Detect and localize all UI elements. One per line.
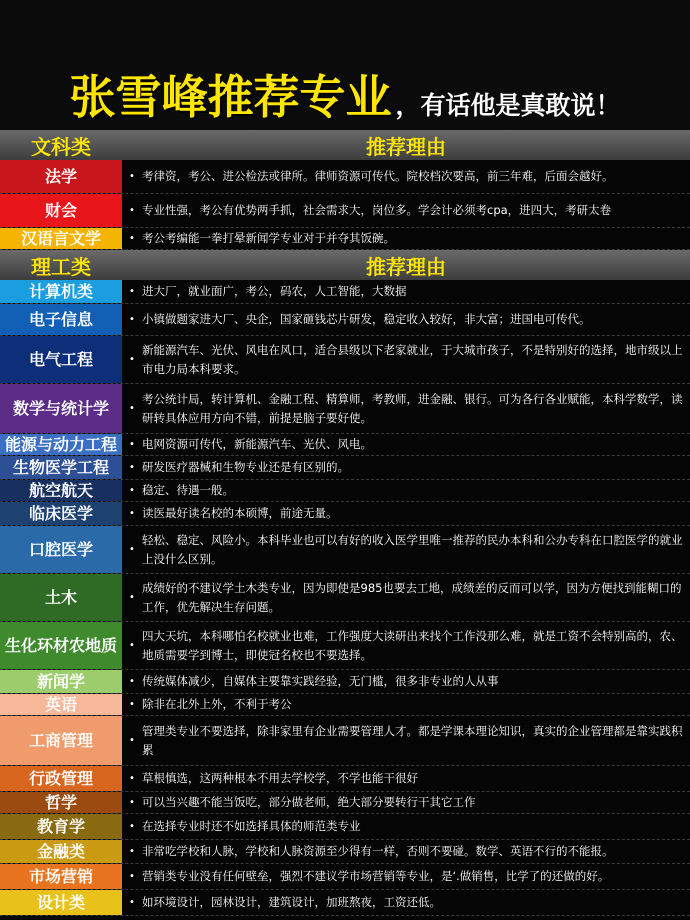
major-label: 计算机类 (0, 280, 122, 303)
major-reason: 考律资，考公、进公检法或律所。律师资源可传代。院校档次要高，前三年难，后面会越好。 (142, 169, 614, 184)
bullet-icon: • (129, 640, 135, 651)
page-title: 张雪峰推荐专业 (69, 70, 392, 124)
major-row (0, 716, 690, 766)
major-label: 汉语言文学 (0, 228, 122, 249)
major-row (0, 194, 690, 228)
bullet-icon: • (129, 773, 135, 784)
major-row (0, 694, 690, 716)
major-row (0, 840, 690, 864)
major-row (0, 864, 690, 890)
major-label: 能源与动力工程 (0, 434, 122, 455)
major-label: 生物医学工程 (0, 456, 122, 479)
major-label: 教育学 (0, 814, 122, 839)
bullet-icon: • (129, 286, 135, 297)
major-label: 土木 (0, 574, 122, 621)
major-row (0, 766, 690, 792)
bullet-icon: • (129, 797, 135, 808)
major-reason: 研发医疗器械和生物专业还是有区别的。 (142, 460, 349, 475)
major-label: 法学 (0, 160, 122, 193)
bullet-icon: • (129, 233, 135, 244)
major-reason: 可以当兴趣不能当饭吃，部分做老师，绝大部分要转行干其它工作 (142, 795, 476, 810)
bullet-icon: • (129, 462, 135, 473)
major-row (0, 304, 690, 336)
bullet-icon: • (129, 699, 135, 710)
major-row (0, 526, 690, 574)
bullet-icon: • (129, 354, 135, 365)
major-reason: 传统媒体减少，自媒体主要靠实践经验，无门槛，很多非专业的人从事 (142, 674, 499, 689)
major-row (0, 502, 690, 526)
major-reason: 考公统计局，转计算机、金融工程、精算师，考教师，进金融、银行。可为各行各业赋能，本科学数学，读研转具体应用方向不错，前提是脑子要好使。 (142, 391, 683, 425)
category-header: 文科类 (31, 134, 91, 159)
bullet-icon: • (129, 544, 135, 555)
major-label: 航空航天 (0, 480, 122, 501)
major-reason: 在选择专业时还不如选择具体的师范类专业 (142, 819, 361, 834)
major-reason: 成绩好的不建议学土木类专业，因为即使是985也要去工地，成绩差的反而可以学，因为方便找到能糊口的工作，优先解决生存问题。 (142, 580, 682, 614)
major-reason: 管理类专业不要选择，除非家里有企业需要管理人才。都是学课本理论知识，真实的企业管理都是靠实践积累 (142, 723, 683, 757)
major-label: 行政管理 (0, 766, 122, 791)
major-reason: 稳定、待遇一般。 (142, 483, 234, 498)
bullet-icon: • (129, 592, 135, 603)
bullet-icon: • (129, 871, 135, 882)
bullet-icon: • (129, 439, 135, 450)
title-bar (0, 0, 690, 130)
major-label: 市场营销 (0, 864, 122, 889)
bullet-icon: • (129, 314, 135, 325)
section-header (0, 130, 690, 160)
major-label: 电子信息 (0, 304, 122, 335)
major-label: 设计类 (0, 890, 122, 915)
major-row (0, 228, 690, 250)
major-row (0, 336, 690, 384)
major-reason: 四大天坑，本科哪怕名校就业也难，工作强度大读研出来找个工作没那么难，就是工资不会特别高的，农、地质需要学到博士，即使冠名校也不要选择。 (142, 628, 683, 662)
major-label: 口腔医学 (0, 526, 122, 573)
section-header (0, 250, 690, 280)
major-label: 财会 (0, 194, 122, 227)
bullet-icon: • (129, 897, 135, 908)
major-reason: 除非在北外上外，不利于考公 (142, 697, 292, 712)
page-subtitle: ，有话他是真敢说！ (395, 91, 621, 120)
bullet-icon: • (129, 676, 135, 687)
major-label: 新闻学 (0, 670, 122, 693)
bullet-icon: • (129, 205, 135, 216)
major-reason: 营销类专业没有任何壁垒，强烈不建议学市场营销等专业，是‘.做销售，比学了的还做的好。 (142, 869, 610, 884)
major-reason: 轻松、稳定、风险小。本科毕业也可以有好的收入医学里唯一推荐的民办本科和公办专科在口腔医学的就业上没什么区别。 (142, 532, 683, 566)
major-label: 英语 (0, 694, 122, 715)
major-reason: 考公考编能一拳打晕新闻学专业对于并夺其饭碗。 (142, 231, 395, 246)
major-reason: 非常吃学校和人脉，学校和人脉资源至少得有一样，否则不要碰。数学、英语不行的不能报。 (142, 844, 614, 859)
major-row (0, 456, 690, 480)
major-reason: 小镇做题家进大厂、央企，国家砸钱芯片研发，稳定收入较好，非大富；进国电可传代。 (142, 312, 591, 327)
reason-header: 推荐理由 (366, 254, 446, 279)
major-reason: 进大厂，就业面广，考公，码农，人工智能，大数据 (142, 284, 407, 299)
major-reason: 专业性强，考公有优势两手抓，社会需求大，岗位多。学会计必须考cpa，进四大，考研太卷 (142, 203, 612, 218)
major-reason: 草根慎选，这两种根本不用去学校学，不学也能干很好 (142, 771, 418, 786)
major-row (0, 480, 690, 502)
reason-header: 推荐理由 (366, 134, 446, 159)
category-header: 理工类 (31, 254, 91, 279)
bullet-icon: • (129, 735, 135, 746)
major-row (0, 814, 690, 840)
major-reason: 读医最好读名校的本硕博，前途无量。 (142, 506, 338, 521)
major-label: 工商管理 (0, 716, 122, 765)
major-label: 数学与统计学 (0, 384, 122, 433)
major-row (0, 434, 690, 456)
major-reason: 新能源汽车、光伏、风电在风口，适合县级以下老家就业，于大城市孩子，不是特别好的选择，地市级以上市电力局本科要求。 (142, 342, 683, 376)
major-label: 哲学 (0, 792, 122, 813)
bullet-icon: • (129, 846, 135, 857)
major-row (0, 160, 690, 194)
bullet-icon: • (129, 171, 135, 182)
major-reason: 如环境设计，园林设计，建筑设计，加班熬夜，工资还低。 (142, 895, 441, 910)
major-row (0, 574, 690, 622)
bullet-icon: • (129, 821, 135, 832)
bullet-icon: • (129, 508, 135, 519)
major-table (0, 130, 690, 916)
major-label: 临床医学 (0, 502, 122, 525)
major-row (0, 280, 690, 304)
major-row (0, 622, 690, 670)
bullet-icon: • (129, 485, 135, 496)
major-label: 电气工程 (0, 336, 122, 383)
major-reason: 电网资源可传代，新能源汽车、光伏、风电。 (142, 437, 372, 452)
major-label: 生化环材农地质 (0, 622, 122, 669)
major-row (0, 792, 690, 814)
major-label: 金融类 (0, 840, 122, 863)
major-row (0, 890, 690, 916)
bullet-icon: • (129, 403, 135, 414)
major-row (0, 670, 690, 694)
major-row (0, 384, 690, 434)
